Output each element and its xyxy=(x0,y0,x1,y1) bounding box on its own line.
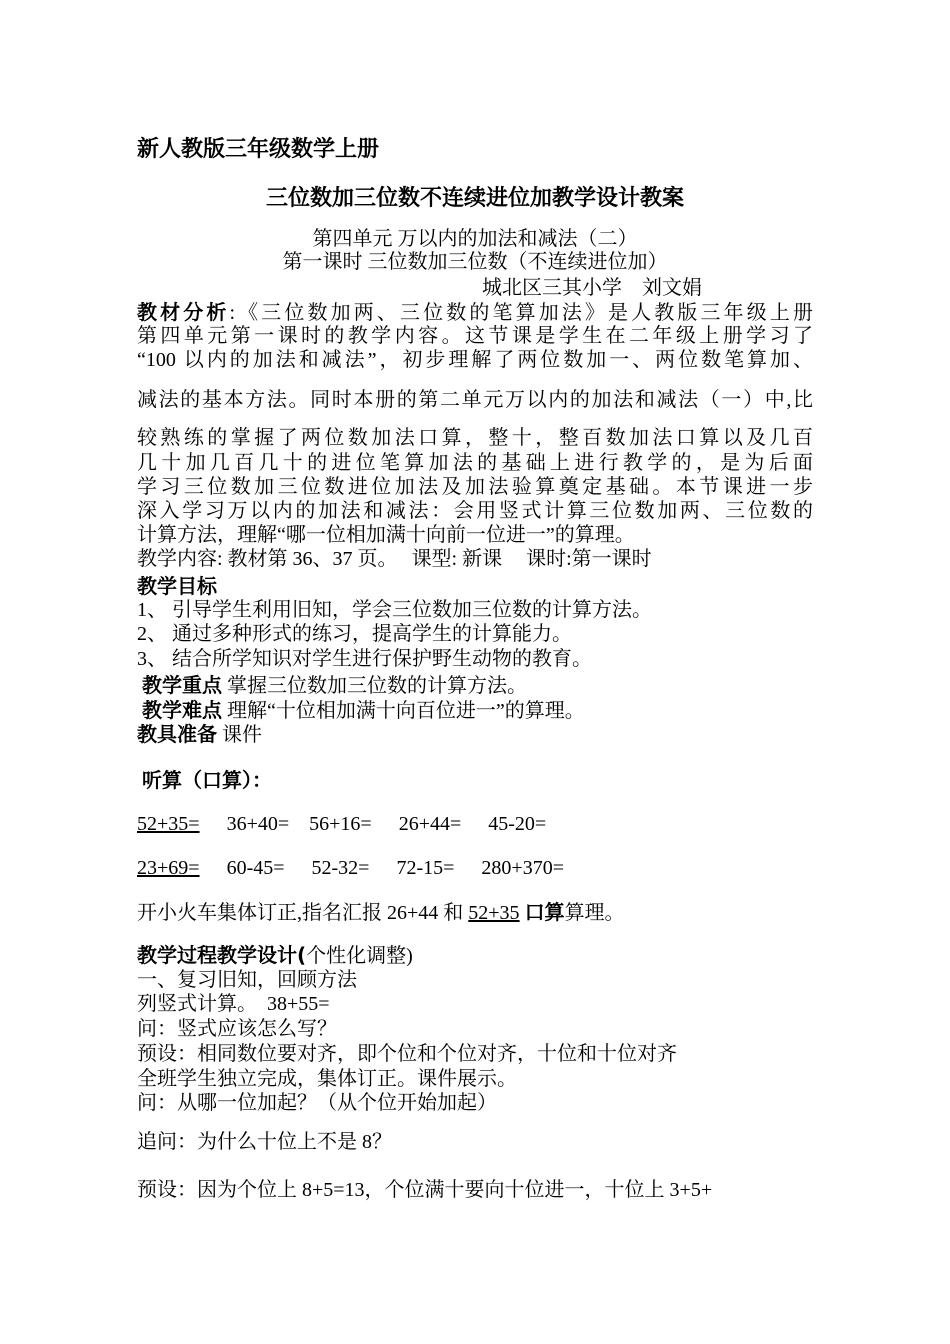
process-title xyxy=(137,943,413,968)
doc-title: 新人教版三年级数学上册 xyxy=(137,137,380,162)
oral-expr: 52+35= xyxy=(137,813,200,835)
train-correction-line xyxy=(137,900,625,925)
oral-expr: 56+16= xyxy=(309,813,372,835)
analysis-line-8: 深入学习万以内的加法和减法：会用竖式计算三位数加两、三位数的 xyxy=(137,500,813,522)
goal-item-3: 3、 结合所学知识对学生进行保护野生动物的教育。 xyxy=(137,648,592,670)
oral-expr: 36+40= xyxy=(226,813,290,835)
train-underlined: 52+35 xyxy=(468,902,520,924)
difficulty-text: 理解“十位相加满十向百位进一”的算理。 xyxy=(227,700,585,722)
analysis-line-3: “100 以内的加法和减法”，初步理解了两位数加一、两位数笔算加、 xyxy=(137,349,813,371)
analysis-text-1: :《三位数加两、三位数的笔算加法》是人教版三年级上册 xyxy=(229,302,814,324)
teaching-content: 教学内容: 教材第 36、37 页。 xyxy=(137,548,398,570)
process-title-rest: 个性化调整) xyxy=(306,945,413,967)
info-line xyxy=(137,547,652,571)
lesson-title: 第一课时 三位数加三位数（不连续进位加） xyxy=(282,251,668,273)
unit-title: 第四单元 万以内的加法和减法（二） xyxy=(312,228,638,250)
analysis-label: 教材分析 xyxy=(137,300,230,324)
author-line: 城北区三其小学 刘文娟 xyxy=(482,277,702,299)
analysis-line-9: 计算方法，理解“哪一位相加满十向前一位进一”的算理。 xyxy=(137,524,635,546)
oral-expr: 280+370= xyxy=(481,857,564,879)
oral-expr: 23+69= xyxy=(137,857,200,879)
tools-text: 课件 xyxy=(222,724,262,746)
process-line-4: 预设：相同数位要对齐，即个位和个位对齐，十位和十位对齐 xyxy=(137,1043,677,1065)
lesson-period: 课时:第一课时 xyxy=(526,548,652,570)
key-point-line xyxy=(142,673,527,698)
main-title: 三位数加三位数不连续进位加教学设计教案 xyxy=(265,186,684,211)
analysis-line-5: 较熟练的掌握了两位数加法口算，整十，整百数加法口算以及几百 xyxy=(137,427,813,449)
process-line-2: 列竖式计算。 38+55= xyxy=(137,993,330,1015)
train-prefix: 开小火车集体订正,指名汇报 26+44 和 xyxy=(137,902,464,924)
analysis-line-4: 减法的基本方法。同时本册的第二单元万以内的加法和减法（一）中,比 xyxy=(137,389,813,411)
process-line-3: 问：竖式应该怎么写？ xyxy=(137,1018,337,1040)
difficulty-line xyxy=(142,698,585,723)
goal-item-2: 2、 通过多种形式的练习，提高学生的计算能力。 xyxy=(137,623,572,645)
analysis-line-2: 第四单元第一课时的教学内容。这节课是学生在二年级上册学习了 xyxy=(137,325,813,347)
key-point-label: 教学重点 xyxy=(142,673,222,697)
key-point-text: 掌握三位数加三位数的计算方法。 xyxy=(227,675,527,697)
analysis-line-7: 学习三位数加三位数进位加法及加法验算奠定基础。本节课进一步 xyxy=(137,476,813,498)
difficulty-label: 教学难点 xyxy=(142,698,222,722)
train-bold: 口算 xyxy=(524,900,565,924)
tools-label: 教具准备 xyxy=(137,722,217,746)
oral-row-1 xyxy=(137,812,546,836)
process-line-5: 全班学生独立完成，集体订正。课件展示。 xyxy=(137,1068,517,1090)
oral-row-2 xyxy=(137,856,564,880)
goal-item-1: 1、 引导学生利用旧知，学会三位数加三位数的计算方法。 xyxy=(137,599,652,621)
lesson-type: 课型: 新课 xyxy=(411,548,503,570)
oral-title: 听算（口算）： xyxy=(142,768,272,792)
analysis-line-1 xyxy=(137,300,813,325)
tools-line xyxy=(137,722,262,747)
oral-expr: 72-15= xyxy=(396,857,455,879)
followup-question: 追问：为什么十位上不是 8？ xyxy=(137,1131,392,1153)
oral-expr: 60-45= xyxy=(226,857,285,879)
preset-answer: 预设：因为个位上 8+5=13，个位满十要向十位进一，十位上 3+5+ xyxy=(137,1179,713,1201)
oral-expr: 45-20= xyxy=(488,813,547,835)
process-title-bold: 教学过程教学设计( xyxy=(137,943,307,967)
oral-expr: 52-32= xyxy=(311,857,370,879)
process-line-1: 一、复习旧知，回顾方法 xyxy=(137,969,357,991)
goals-title: 教学目标 xyxy=(137,574,217,598)
process-line-6: 问：从哪一位加起？（从个位开始加起） xyxy=(137,1092,497,1114)
analysis-line-6: 几十加几百几十的进位笔算加法的基础上进行教学的，是为后面 xyxy=(137,452,813,474)
oral-expr: 26+44= xyxy=(398,813,462,835)
train-suffix: 算理。 xyxy=(564,902,625,924)
